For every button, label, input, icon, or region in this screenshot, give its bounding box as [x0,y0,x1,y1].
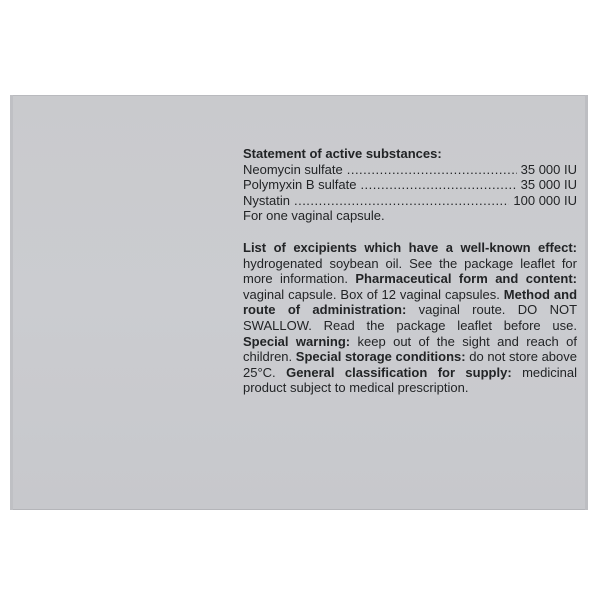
warning-text: keep out of the sight and reach of children. [243,333,577,365]
dot-leader [360,177,516,193]
substance-name: Nystatin [243,192,290,208]
product-information-paragraph [243,240,577,396]
form-label: Pharmaceutical form and content: [355,271,577,287]
storage-label: Special storage conditions: [295,349,466,365]
storage-text: do not store above 25°C. [243,349,577,380]
substance-amount: 100 000 IU [513,192,577,208]
substance-name: Neomycin sulfate [243,161,343,177]
classification-text: medicinal product subject to medical prescription. [243,364,578,396]
printed-label-text [243,146,577,396]
paragraph-gap [243,224,577,240]
substance-row-polymyxin [243,177,577,193]
substance-row-nystatin [243,193,577,209]
substance-row-neomycin [243,162,577,178]
active-substances-heading: Statement of active substances: [243,146,442,161]
dot-leader [347,162,517,178]
substance-amount: 35 000 IU [520,177,577,193]
method-text: vaginal route. DO NOT SWALLOW. Read the package leaflet before use. [243,302,578,333]
classification-label: General classification for supply: [286,364,512,380]
method-label: Method and route of administration: [243,286,578,318]
substance-name: Polymyxin B sulfate [243,177,357,193]
warning-label: Special warning: [243,333,351,349]
substance-amount: 35 000 IU [520,161,577,177]
excipients-text: hydrogenated soybean oil. See the package leaflet for more information. [243,255,577,287]
box-left-edge [10,95,13,510]
form-text: vaginal capsule. Box of 12 vaginal capsules. [243,286,504,302]
dot-leader [294,193,509,209]
box-right-edge [585,95,588,510]
per-unit-note: For one vaginal capsule. [243,208,385,224]
excipients-label: List of excipients which have a well-known effect: [243,239,577,255]
